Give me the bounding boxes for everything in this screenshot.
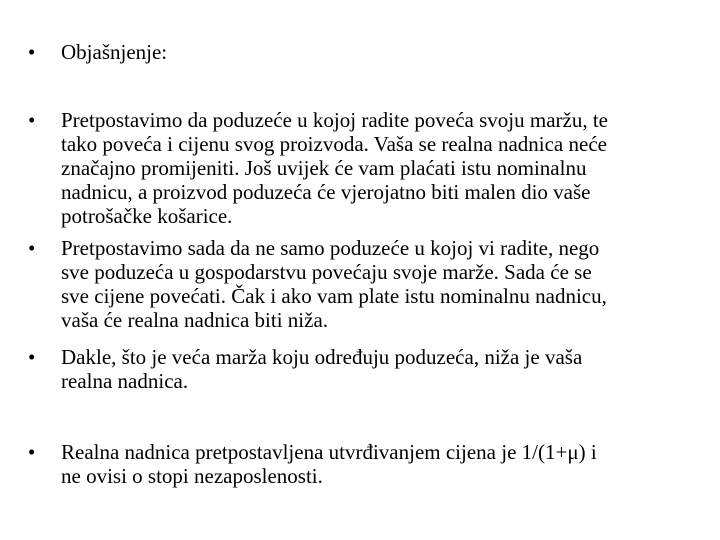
bullet-text: Dakle, što je veća marža koju određuju poduzeća, niža je vaša realna nadnica. (61, 345, 583, 393)
bullet-item-real-wage-formula (28, 440, 688, 488)
bullet-icon: • (28, 40, 36, 64)
bullet-item-all-firms (28, 236, 688, 332)
bullet-text: Pretpostavimo da poduzeće u kojoj radite poveća svoju maržu, te tako poveća i cijenu svog proizvoda. Vaša se realna nadnica neće značajno promijeniti. Još uvijek će vam plaćati istu nominalnu nadnicu, a proizvod poduzeća će vjerojatno biti malen dio vaše potrošačke košarice. (61, 108, 608, 228)
bullet-text: Realna nadnica pretpostavljena utvrđivanjem cijena je 1/(1+μ) i ne ovisi o stopi nezaposlenosti. (61, 440, 597, 488)
bullet-text: Objašnjenje: (61, 40, 168, 64)
bullet-item-explanation (28, 40, 688, 64)
bullet-text: Pretpostavimo sada da ne samo poduzeće u kojoj vi radite, nego sve poduzeća u gospodarstvu povećaju svoje marže. Sada će se sve cijene povećati. Čak i ako vam plate istu nominalnu nadnicu, vaša će realna nadnica biti niža. (61, 236, 607, 332)
bullet-icon: • (28, 345, 36, 369)
bullet-icon: • (28, 440, 36, 464)
bullet-item-conclusion (28, 345, 688, 393)
bullet-icon: • (28, 108, 36, 132)
bullet-icon: • (28, 236, 36, 260)
bullet-item-single-firm (28, 108, 688, 228)
